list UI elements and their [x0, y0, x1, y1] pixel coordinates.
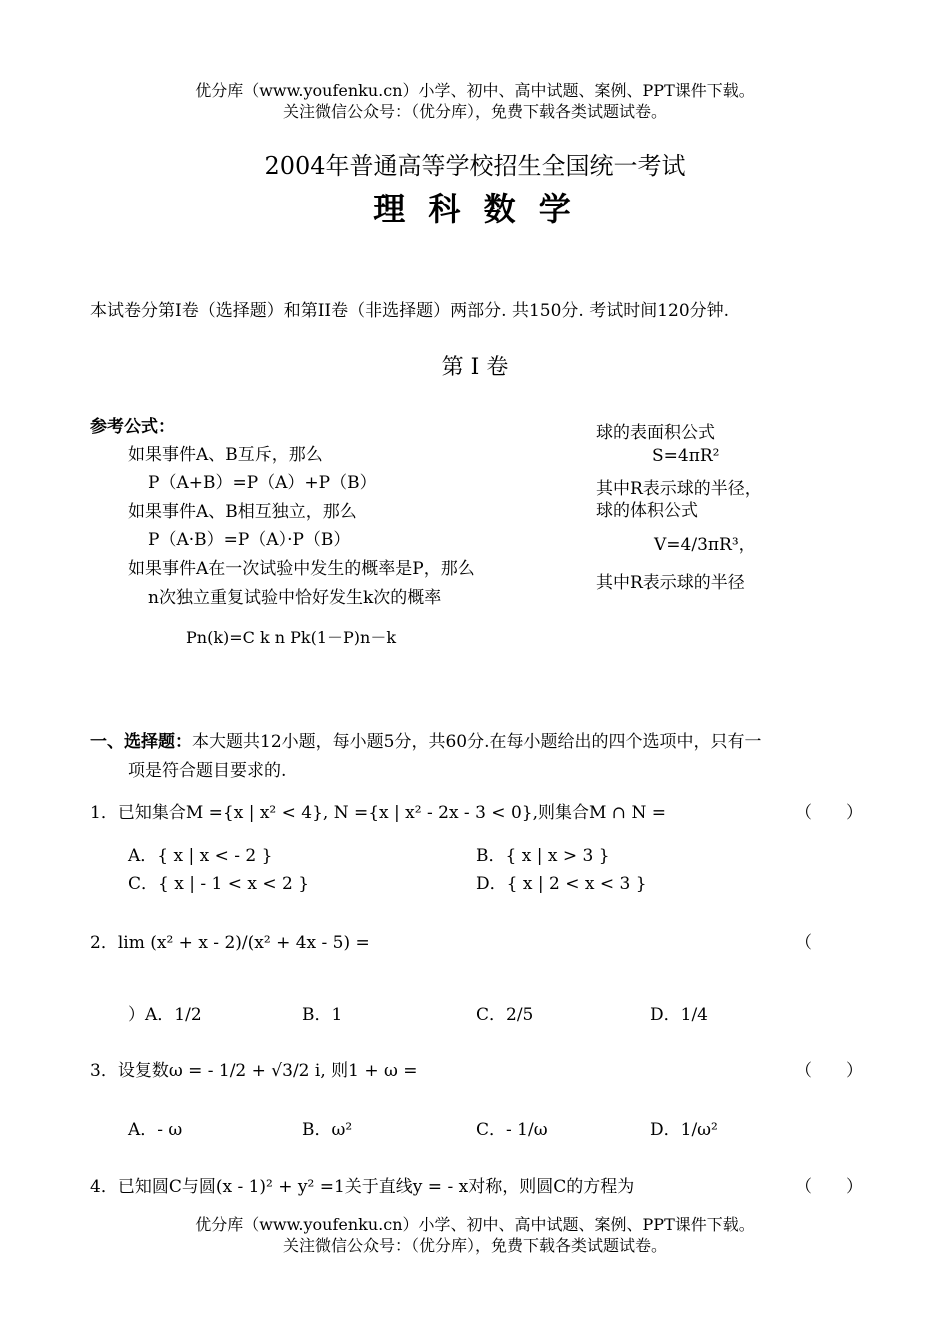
section-desc-1: 本大题共12小题，每小题5分，共60分.在每小题给出的四个选项中，只有一	[192, 732, 762, 752]
q2-number: 2．	[90, 933, 118, 953]
q2-stem: lim (x² + x - 2)/(x² + 4x - 5) =	[117, 933, 370, 953]
sphere-volume-formula: V=4/3πR³，	[654, 535, 756, 555]
q4-answer-blank: （ ）	[795, 1177, 863, 1197]
q3-option-b: B．ω²	[302, 1120, 353, 1140]
sphere-surface-formula: S=4πR²	[652, 446, 720, 466]
q1-option-a: A．{ x | x < - 2 }	[128, 846, 273, 866]
exam-intro: 本试卷分第I卷（选择题）和第II卷（非选择题）两部分. 共150分. 考试时间120分钟.	[90, 301, 730, 321]
footer-line-2: 关注微信公众号：（优分库），免费下载各类试题试卷。	[282, 1236, 667, 1255]
header-line-2: 关注微信公众号：（优分库），免费下载各类试题试卷。	[282, 102, 667, 121]
q3-stem: 设复数ω = - 1/2 + √3/2 i, 则1 + ω =	[117, 1061, 418, 1081]
q1-option-b: B．{ x | x > 3 }	[476, 846, 610, 866]
formula-right-3: 其中R表示球的半径，	[596, 479, 762, 499]
formula-left-4: P（A·B）=P（A）·P（B）	[148, 530, 351, 550]
q3-answer-blank: （ ）	[795, 1061, 863, 1081]
question-4	[90, 1172, 634, 1197]
q3-option-d: D．1/ω²	[650, 1120, 718, 1140]
q1-option-d: D．{ x | 2 < x < 3 }	[476, 874, 647, 894]
q2-option-a: ）A．1/2	[128, 1005, 202, 1025]
section-heading-line	[90, 727, 761, 752]
header-line-1: 优分库（www.youfenku.cn）小学、初中、高中试题、案例、PPT课件下载。	[195, 81, 755, 100]
formula-left-2: P（A+B）=P（A）+P（B）	[148, 473, 377, 493]
q4-number: 4．	[90, 1177, 118, 1197]
q2-option-d: D．1/4	[650, 1005, 708, 1025]
formula-right-1: 球的表面积公式	[596, 423, 715, 443]
binomial-formula: Pn(k)=C k n Pk(1－P)n－k	[186, 628, 397, 647]
q3-option-c: C．- 1/ω	[476, 1120, 548, 1140]
exam-subject: 理 科 数 学	[373, 190, 577, 228]
question-1	[90, 798, 666, 823]
formula-left-6: n次独立重复试验中恰好发生k次的概率	[148, 588, 442, 608]
q1-number: 1．	[90, 803, 118, 823]
section-desc-2: 项是符合题目要求的.	[128, 761, 287, 781]
q1-answer-blank: （ ）	[795, 803, 863, 823]
exam-title: 2004年普通高等学校招生全国统一考试	[264, 152, 686, 180]
formula-left-5: 如果事件A在一次试验中发生的概率是P，那么	[128, 559, 475, 579]
q4-stem: 已知圆C与圆(x - 1)² + y² =1关于直线y = - x对称，则圆C的方程为	[117, 1177, 635, 1197]
question-3	[90, 1056, 418, 1081]
q3-option-a: A．- ω	[128, 1120, 183, 1140]
section-heading: 一、选择题：	[90, 732, 192, 752]
formula-right-4: 球的体积公式	[596, 501, 698, 521]
formula-left-1: 如果事件A、B互斥，那么	[128, 445, 323, 465]
formulas-title: 参考公式：	[90, 417, 175, 437]
q2-option-c: C．2/5	[476, 1005, 534, 1025]
q1-stem: 已知集合M ={x | x² < 4}, N ={x | x² - 2x - 3 < 0},则集合M ∩ N =	[117, 803, 666, 823]
q3-number: 3．	[90, 1061, 118, 1081]
question-2	[90, 928, 370, 953]
volume-title: 第 I 卷	[441, 355, 509, 380]
footer-line-1: 优分库（www.youfenku.cn）小学、初中、高中试题、案例、PPT课件下载。	[195, 1215, 755, 1234]
q1-option-c: C．{ x | - 1 < x < 2 }	[128, 874, 310, 894]
formula-right-6: 其中R表示球的半径	[596, 573, 745, 593]
q2-option-b: B．1	[302, 1005, 343, 1025]
q2-answer-blank: （	[795, 933, 812, 953]
formula-left-3: 如果事件A、B相互独立，那么	[128, 502, 357, 522]
